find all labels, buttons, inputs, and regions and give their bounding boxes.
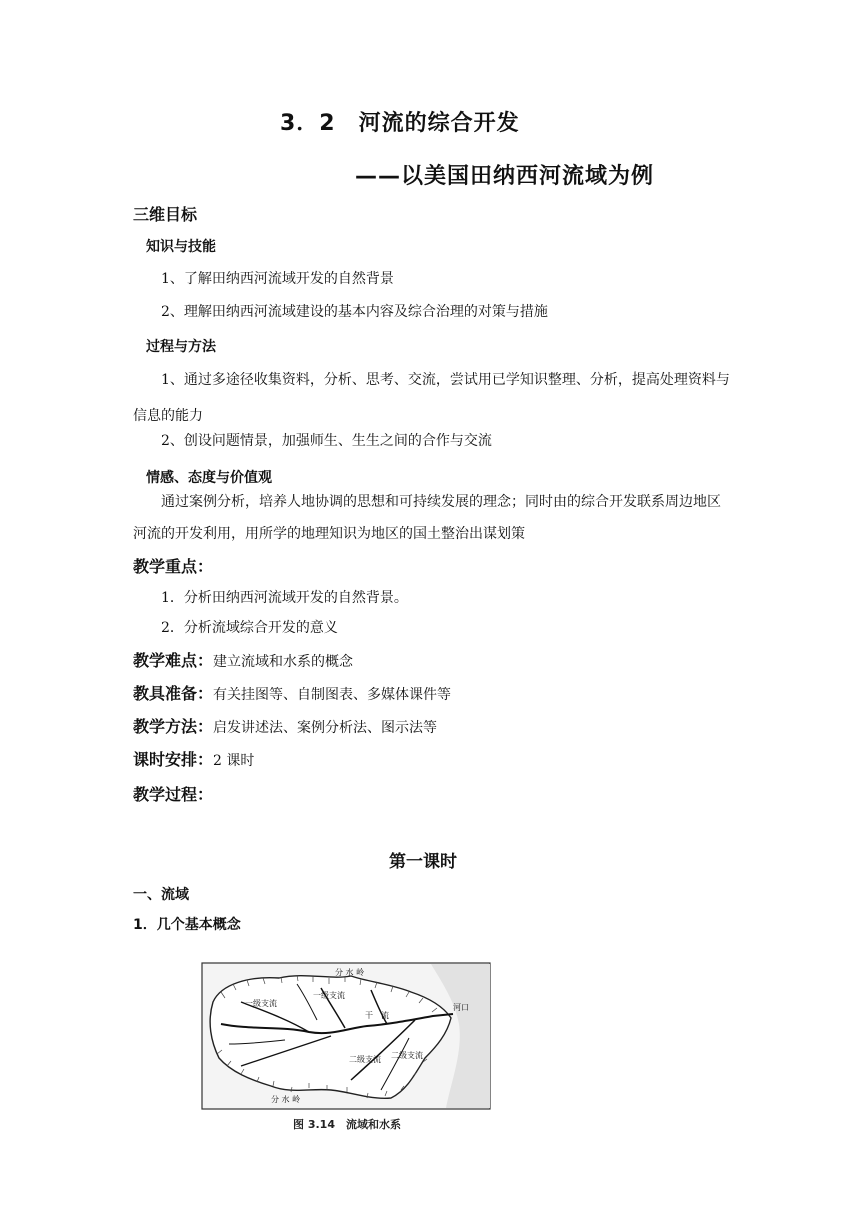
main-stream-label: 干 流	[365, 1011, 389, 1020]
figure-caption: 图 3.14 流域和水系	[293, 1118, 401, 1131]
primary-tributary-label-2: 一级支流	[313, 991, 345, 1000]
process-item-2: 2、创设问题情景，加强师生、生生之间的合作与交流	[161, 433, 492, 449]
page-title: 3．2 河流的综合开发	[280, 111, 520, 136]
difficult-label: 教学难点：	[133, 651, 214, 670]
watershed-bottom-label: 分 水 岭	[271, 1095, 301, 1104]
emotion-heading: 情感、态度与价值观	[146, 470, 272, 486]
section1-heading: 一、流域	[133, 887, 189, 903]
key-point-1: 1．分析田纳西河流域开发的自然背景。	[161, 590, 408, 606]
emotion-text: 通过案例分析，培养人地协调的思想和可持续发展的理念；同时由的综合开发联系周边地区河流的开发利用，用所学的地理知识为地区的国土整治出谋划策	[133, 494, 721, 542]
process-item-1: 1、通过多途径收集资料，分析、思考、交流，尝试用已学知识整理、分析，提高处理资料与信息的能力	[133, 372, 730, 424]
objectives-heading: 三维目标	[133, 205, 198, 224]
difficult-text: 建立流域和水系的概念	[213, 654, 354, 670]
schedule-row	[133, 747, 254, 772]
secondary-tributary-label-2: 二级支流	[391, 1051, 423, 1060]
methods-label: 教学方法：	[133, 717, 214, 736]
watershed-top-label: 分 水 岭	[335, 968, 365, 977]
knowledge-item-2: 2、理解田纳西河流域建设的基本内容及综合治理的对策与措施	[161, 304, 548, 320]
tools-label: 教具准备：	[133, 684, 214, 703]
secondary-tributary-label-1: 二级支流	[349, 1055, 381, 1064]
tools-row	[133, 681, 451, 706]
river-basin-map	[201, 962, 491, 1110]
page-subtitle: ——以美国田纳西河流域为例	[355, 164, 655, 189]
difficult-row	[133, 648, 353, 673]
methods-text: 启发讲述法、案例分析法、图示法等	[213, 720, 438, 736]
tools-text: 有关挂图等、自制图表、多媒体课件等	[213, 687, 452, 703]
key-points-label: 教学重点：	[133, 557, 214, 576]
lesson1-title: 第一课时	[389, 852, 457, 872]
subsection1-heading: 1．几个基本概念	[133, 917, 241, 933]
methods-row	[133, 714, 437, 739]
knowledge-item-1: 1、了解田纳西河流域开发的自然背景	[161, 271, 394, 287]
process-label: 教学过程：	[133, 785, 214, 804]
schedule-label: 课时安排：	[133, 750, 214, 769]
knowledge-heading: 知识与技能	[146, 239, 216, 255]
schedule-text: 2 课时	[213, 753, 255, 769]
primary-tributary-label-1: 一级支流	[245, 999, 277, 1008]
key-point-2: 2．分析流域综合开发的意义	[161, 620, 338, 636]
river-mouth-label: 河口	[453, 1003, 469, 1012]
process-heading: 过程与方法	[146, 339, 216, 355]
